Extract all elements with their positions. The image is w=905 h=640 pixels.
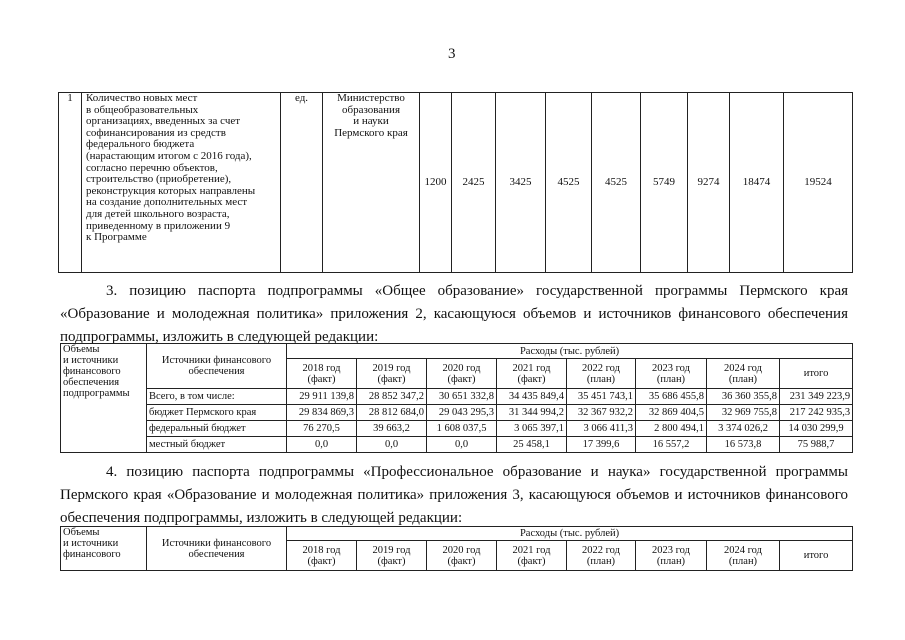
line: софинансирования из средств [86, 126, 226, 139]
row-label: федеральный бюджет [147, 421, 287, 437]
year-header [707, 359, 780, 389]
year: 2018 год [302, 362, 341, 374]
value-cell: 0,0 [287, 437, 357, 453]
line: для детей школьного возраста, [86, 207, 230, 220]
year-header [636, 359, 707, 389]
year-header [357, 541, 427, 571]
value-cell: 1200 [420, 93, 452, 273]
value-cell: 3 065 397,1 [497, 421, 567, 437]
total-header: итого [780, 541, 853, 571]
year: 2022 год [582, 362, 620, 374]
line: обеспечения [188, 548, 245, 560]
line: реконструкция которых направлены [86, 184, 256, 197]
line: подпрограммы [63, 388, 130, 399]
value-cell: 36 360 355,8 [707, 389, 780, 405]
year: 2019 год [372, 362, 411, 374]
year-header [287, 541, 357, 571]
year-header [287, 359, 357, 389]
year: 2020 год [442, 362, 481, 374]
value-cell: 19524 [784, 93, 853, 273]
value-cell: 29 911 139,8 [287, 389, 357, 405]
line: приведенному в приложении 9 [86, 219, 231, 232]
kind: (факт) [377, 555, 406, 567]
paragraph-line: Пермского края «Образование и молодежная политика» приложения 3, касающуюся объемов и источников финансового [60, 487, 848, 503]
year: 2024 год [724, 544, 762, 556]
kind: (факт) [307, 555, 336, 567]
value-cell: 28 812 684,0 [357, 405, 427, 421]
year: 2019 год [372, 544, 411, 556]
value-cell: 14 030 299,9 [780, 421, 853, 437]
value-cell: 29 043 295,3 [427, 405, 497, 421]
value-cell: 231 349 223,9 [780, 389, 853, 405]
kind: (план) [586, 373, 616, 385]
line: и науки [353, 115, 389, 128]
value-cell: 0,0 [427, 437, 497, 453]
table-row [61, 389, 853, 405]
row-label: бюджет Пермского края [147, 405, 287, 421]
year-header [497, 359, 567, 389]
sources-header [147, 527, 287, 571]
line: строительство (приобретение), [86, 173, 232, 186]
line: Пермского края [334, 126, 408, 139]
line: Количество новых мест [86, 92, 198, 104]
table-row [61, 421, 853, 437]
value-cell: 9274 [688, 93, 730, 273]
value-cell: 75 988,7 [780, 437, 853, 453]
indicator-name [82, 93, 281, 273]
year-header [567, 359, 636, 389]
paragraph-line: «Образование и молодежная политика» приложения 2, касающуюся объемов и источников финансового обеспечения [60, 306, 848, 322]
value-cell: 3 374 026,2 [707, 421, 780, 437]
value-cell: 3425 [496, 93, 546, 273]
line: финансового [63, 366, 121, 377]
value-cell: 4525 [546, 93, 592, 273]
indicator-table [58, 92, 853, 273]
line: (нарастающим итогом с 2016 года), [86, 149, 252, 162]
line: Объемы [63, 344, 100, 355]
value-cell: 1 608 037,5 [427, 421, 497, 437]
year-header [427, 541, 497, 571]
value-cell: 28 852 347,2 [357, 389, 427, 405]
row-label: Всего, в том числе: [147, 389, 287, 405]
line: федерального бюджета [86, 138, 195, 151]
line: обеспечения [63, 377, 120, 388]
line: к Программе [86, 231, 147, 244]
kind: (план) [728, 555, 758, 567]
line: организациях, введенных за счет [86, 115, 241, 128]
value-cell: 2425 [452, 93, 496, 273]
value-cell: 18474 [730, 93, 784, 273]
line: согласно перечню объектов, [86, 161, 218, 174]
row-number: 1 [59, 93, 82, 273]
financing-table [60, 343, 853, 453]
paragraph-line: 4. позицию паспорта подпрограммы «Профессиональное образование и наука» государственной программы [106, 464, 848, 480]
sources-header [147, 344, 287, 389]
passport-position-label [61, 527, 147, 571]
line: обеспечения [188, 366, 245, 377]
year: 2020 год [442, 544, 481, 556]
kind: (план) [656, 555, 686, 567]
paragraph-line: обеспечения подпрограммы, изложить в следующей редакции: [60, 510, 463, 526]
paragraph-line: 3. позицию паспорта подпрограммы «Общее образование» государственной программы Пермского края [106, 283, 848, 299]
value-cell: 0,0 [357, 437, 427, 453]
paragraph-3 [60, 280, 848, 349]
year: 2023 год [652, 362, 690, 374]
table-row [59, 93, 853, 273]
kind: (план) [656, 373, 686, 385]
unit: ед. [281, 93, 323, 273]
year: 2022 год [582, 544, 620, 556]
value-cell: 35 686 455,8 [636, 389, 707, 405]
value-cell: 31 344 994,2 [497, 405, 567, 421]
kind: (план) [728, 373, 758, 385]
kind: (факт) [517, 555, 546, 567]
value-cell: 3 066 411,3 [567, 421, 636, 437]
line: финансового [63, 549, 121, 560]
value-cell: 17 399,6 [567, 437, 636, 453]
passport-position-label [61, 344, 147, 453]
value-cell: 39 663,2 [357, 421, 427, 437]
year: 2023 год [652, 544, 690, 556]
value-cell: 4525 [592, 93, 641, 273]
value-cell: 5749 [641, 93, 688, 273]
value-cell: 217 242 935,3 [780, 405, 853, 421]
line: на создание дополнительных мест [86, 196, 248, 209]
kind: (факт) [447, 555, 476, 567]
value-cell: 16 557,2 [636, 437, 707, 453]
year-header [497, 541, 567, 571]
line: образования [341, 103, 401, 116]
value-cell: 32 367 932,2 [567, 405, 636, 421]
value-cell: 76 270,5 [287, 421, 357, 437]
year-header [357, 359, 427, 389]
table-row [61, 405, 853, 421]
value-cell: 35 451 743,1 [567, 389, 636, 405]
ministry [323, 93, 420, 273]
line: Министерство [337, 92, 405, 104]
year-header [636, 541, 707, 571]
year: 2021 год [512, 544, 551, 556]
kind: (факт) [447, 373, 476, 385]
value-cell: 2 800 494,1 [636, 421, 707, 437]
value-cell: 16 573,8 [707, 437, 780, 453]
line: в общеобразовательных [86, 103, 199, 116]
kind: (факт) [307, 373, 336, 385]
value-cell: 25 458,1 [497, 437, 567, 453]
year-header [427, 359, 497, 389]
year: 2021 год [512, 362, 551, 374]
year: 2018 год [302, 544, 341, 556]
line: и источники [63, 538, 119, 549]
expenses-header: Расходы (тыс. рублей) [287, 344, 853, 359]
value-cell: 30 651 332,8 [427, 389, 497, 405]
value-cell: 32 869 404,5 [636, 405, 707, 421]
row-label: местный бюджет [147, 437, 287, 453]
value-cell: 34 435 849,4 [497, 389, 567, 405]
page-number: 3 [448, 46, 456, 62]
kind: (план) [586, 555, 616, 567]
paragraph-line: подпрограммы, изложить в следующей редакции: [60, 329, 379, 345]
kind: (факт) [377, 373, 406, 385]
value-cell: 29 834 869,3 [287, 405, 357, 421]
year: 2024 год [724, 362, 762, 374]
value-cell: 32 969 755,8 [707, 405, 780, 421]
year-header [707, 541, 780, 571]
total-header: итого [780, 359, 853, 389]
financing-table-2 [60, 526, 853, 571]
line: Источники финансового [161, 355, 272, 366]
line: Источники финансового [161, 537, 272, 549]
kind: (факт) [517, 373, 546, 385]
paragraph-4 [60, 461, 848, 530]
table-row [61, 437, 853, 453]
line: и источники [63, 355, 119, 366]
line: Объемы [63, 527, 100, 538]
year-header [567, 541, 636, 571]
expenses-header: Расходы (тыс. рублей) [287, 527, 853, 541]
